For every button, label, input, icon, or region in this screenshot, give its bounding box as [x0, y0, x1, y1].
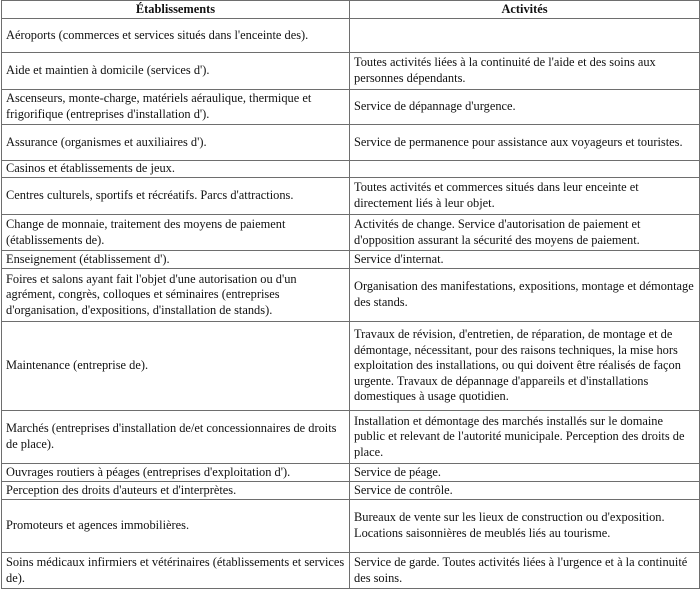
- cell-etablissement: Assurance (organismes et auxiliaires d').: [2, 125, 350, 161]
- cell-activite: Toutes activités et commerces situés dans leur enceinte et directement liés à leur objet.: [350, 178, 700, 215]
- cell-etablissement: Change de monnaie, traitement des moyens de paiement (établissements de).: [2, 215, 350, 251]
- cell-activite: Toutes activités liées à la continuité de l'aide et des soins aux personnes dépendants.: [350, 53, 700, 90]
- cell-etablissement: Centres culturels, sportifs et récréatifs. Parcs d'attractions.: [2, 178, 350, 215]
- cell-activite: [350, 161, 700, 178]
- header-row: [2, 1, 700, 19]
- cell-etablissement: Aéroports (commerces et services situés dans l'enceinte des).: [2, 19, 350, 53]
- header-etablissements: Établissements: [2, 1, 350, 19]
- cell-activite: Service de garde. Toutes activités liées à l'urgence et à la continuité des soins.: [350, 553, 700, 589]
- table-row: [2, 500, 700, 553]
- table-body: [2, 19, 700, 589]
- cell-activite: Service de dépannage d'urgence.: [350, 90, 700, 125]
- establishments-table: [1, 0, 700, 589]
- cell-activite: Organisation des manifestations, expositions, montage et démontage des stands.: [350, 269, 700, 322]
- cell-etablissement: Maintenance (entreprise de).: [2, 322, 350, 411]
- cell-activite: Service de permanence pour assistance aux voyageurs et touristes.: [350, 125, 700, 161]
- cell-etablissement: Promoteurs et agences immobilières.: [2, 500, 350, 553]
- table-row: [2, 178, 700, 215]
- cell-etablissement: Ouvrages routiers à péages (entreprises d'exploitation d').: [2, 464, 350, 482]
- table-row: [2, 464, 700, 482]
- cell-etablissement: Enseignement (établissement d').: [2, 251, 350, 269]
- table-row: [2, 215, 700, 251]
- table-row: [2, 322, 700, 411]
- cell-etablissement: Casinos et établissements de jeux.: [2, 161, 350, 178]
- table-row: [2, 411, 700, 464]
- cell-etablissement: Soins médicaux infirmiers et vétérinaires (établissements et services de).: [2, 553, 350, 589]
- table-row: [2, 53, 700, 90]
- cell-activite: Travaux de révision, d'entretien, de réparation, de montage et de démontage, nécessitant, pour des raisons techniques, la mise hors exploitation des installations, ou qui doivent être réalisés de façon urgente. Travaux de dépannage d'appareils et d'installations domestiques à usage quotidien.: [350, 322, 700, 411]
- table-row: [2, 482, 700, 500]
- table-row: [2, 161, 700, 178]
- cell-activite: Installation et démontage des marchés installés sur le domaine public et relevant de l'autorité municipale. Perception des droits de place.: [350, 411, 700, 464]
- cell-activite: Service d'internat.: [350, 251, 700, 269]
- table-row: [2, 19, 700, 53]
- cell-activite: Service de contrôle.: [350, 482, 700, 500]
- table-row: [2, 125, 700, 161]
- cell-etablissement: Foires et salons ayant fait l'objet d'une autorisation ou d'un agrément, congrès, colloques et séminaires (entreprises d'organisation, d'expositions, d'installation de stands).: [2, 269, 350, 322]
- table-row: [2, 90, 700, 125]
- cell-etablissement: Aide et maintien à domicile (services d').: [2, 53, 350, 90]
- cell-etablissement: Marchés (entreprises d'installation de/et concessionnaires de droits de place).: [2, 411, 350, 464]
- cell-etablissement: Perception des droits d'auteurs et d'interprètes.: [2, 482, 350, 500]
- cell-etablissement: Ascenseurs, monte-charge, matériels aéraulique, thermique et frigorifique (entreprises d'installation d').: [2, 90, 350, 125]
- cell-activite: [350, 19, 700, 53]
- table-header: [2, 1, 700, 19]
- cell-activite: Activités de change. Service d'autorisation de paiement et d'opposition assurant la sécurité des moyens de paiement.: [350, 215, 700, 251]
- table-row: [2, 269, 700, 322]
- table-row: [2, 251, 700, 269]
- cell-activite: Service de péage.: [350, 464, 700, 482]
- cell-activite: Bureaux de vente sur les lieux de construction ou d'exposition. Locations saisonnières de meublés liés au tourisme.: [350, 500, 700, 553]
- table-row: [2, 553, 700, 589]
- header-activites: Activités: [350, 1, 700, 19]
